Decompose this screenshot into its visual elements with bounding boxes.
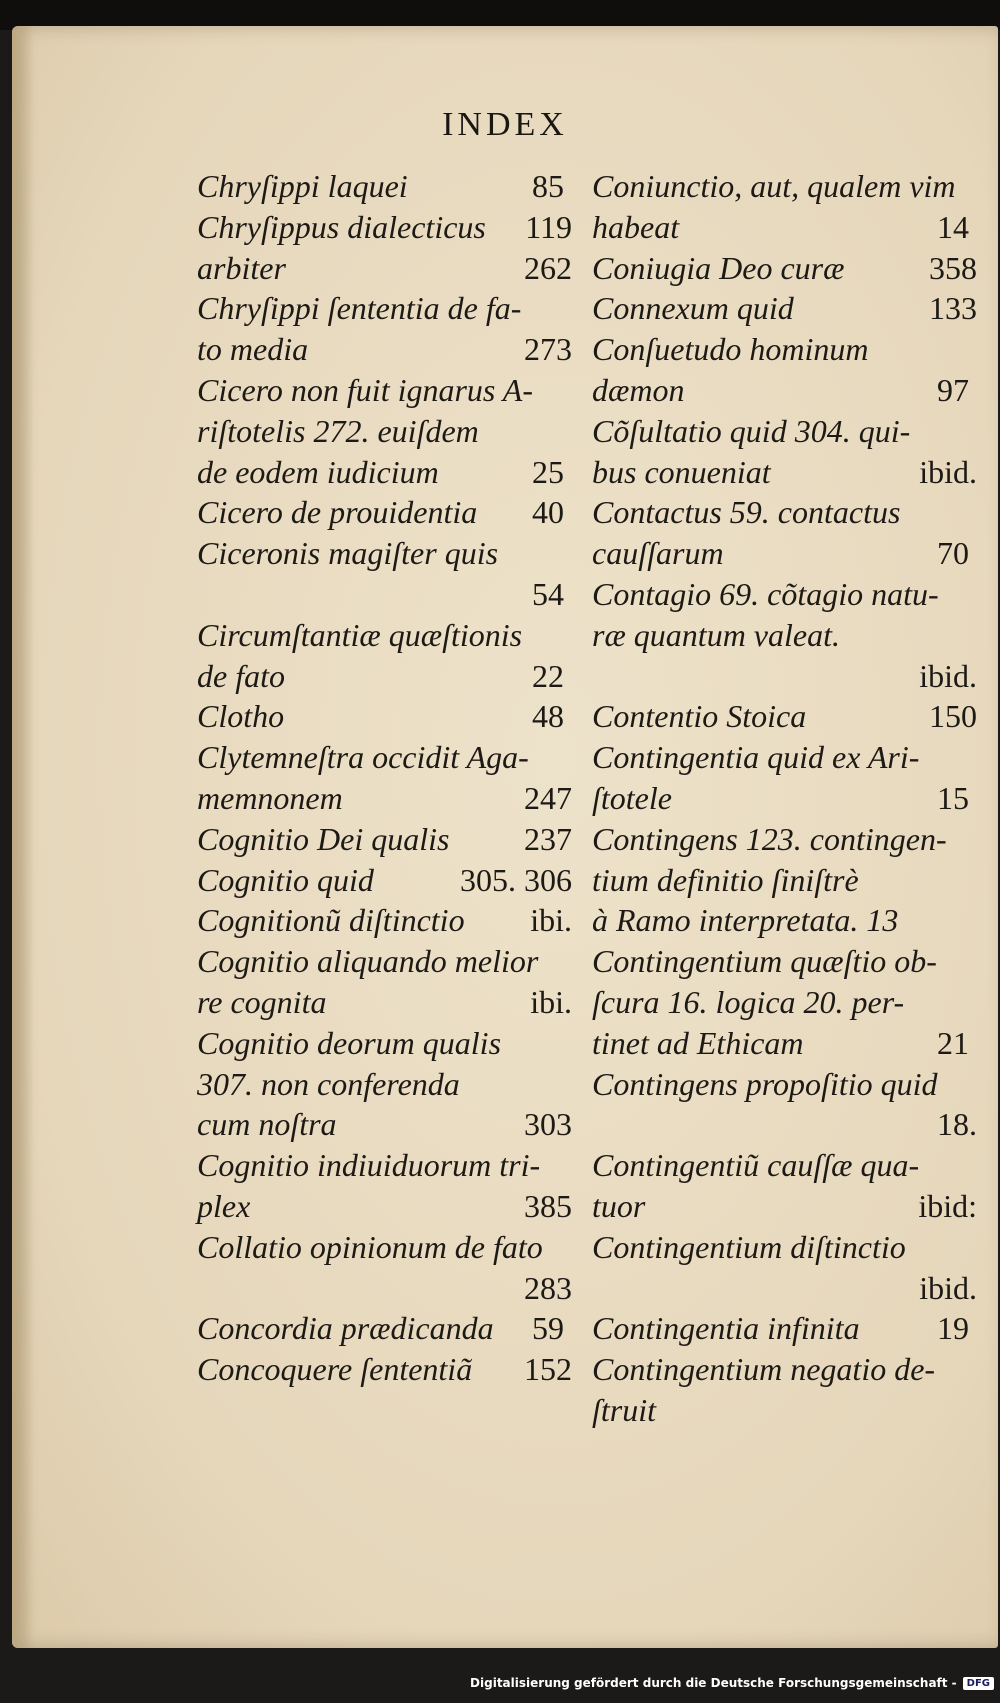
page-reference: 133 (929, 290, 977, 327)
index-entry (197, 941, 572, 1023)
page-reference: 152 (524, 1351, 572, 1388)
entry-text: Clytemneſtra occidit Aga- (197, 739, 529, 776)
index-entry-line: 18. (937, 1106, 977, 1143)
entry-text: à Ramo interpretata. 13 (592, 902, 899, 939)
index-entry (197, 1349, 572, 1390)
entry-text: Clotho (197, 698, 285, 735)
index-entry-line (197, 982, 572, 1023)
index-entry-line (592, 574, 977, 615)
entry-text: dæmon (592, 371, 685, 408)
index-entry-line (592, 1390, 977, 1431)
page-reference: 273 (524, 331, 572, 368)
index-entry-line (592, 452, 977, 493)
entry-text: Cognitio deorum qualis (197, 1024, 502, 1061)
index-entry (197, 819, 572, 860)
entry-text: Collatio opinionum de fato (197, 1228, 543, 1265)
entry-text: Coniugia Deo curæ (592, 249, 845, 286)
index-entry (592, 696, 977, 737)
entry-text: ſtotele (592, 779, 672, 816)
entry-text: Cognitio quid (197, 861, 374, 898)
entry-text: de eodem iudicium (197, 453, 439, 490)
index-entry-line (197, 370, 572, 411)
entry-text: Concoquere ſententiã (197, 1351, 473, 1388)
entry-text: Contingens 123. contingen- (592, 820, 947, 857)
index-entry-line: Contingentia infinita 19 (632, 1308, 977, 1349)
index-entry (197, 900, 572, 941)
entry-text: Contagio 69. cõtagio natu- (592, 575, 939, 612)
index-entry-line (197, 615, 572, 656)
entry-text: Cognitionũ diſtinctio (197, 902, 465, 939)
entry-text: Cicero non fuit ignarus A- (197, 371, 533, 408)
index-entry-line (632, 1268, 977, 1309)
entry-text: Connexum quid (592, 290, 794, 327)
index-entry-line: ſtotele 15 (632, 778, 977, 819)
entry-text: arbiter (197, 249, 286, 286)
entry-text: 307. non conferenda (197, 1065, 460, 1102)
index-entry (197, 1308, 572, 1349)
index-entry-line (592, 492, 977, 533)
page-reference: 237 (524, 820, 572, 857)
page-reference: 305. 306 (460, 861, 572, 898)
index-entry (592, 1145, 977, 1227)
index-entry-line (592, 248, 977, 289)
index-entry-line (592, 819, 977, 860)
index-entry (592, 819, 977, 941)
index-entry (197, 860, 572, 901)
index-entry (197, 696, 572, 737)
index-entry (592, 411, 977, 493)
index-entry-line (592, 860, 977, 901)
index-entry-line: dæmon 97 (632, 370, 977, 411)
index-entry (592, 248, 977, 289)
page-reference: 262 (524, 249, 572, 286)
index-entry-line (592, 1227, 977, 1268)
entry-text: tuor (592, 1187, 646, 1224)
digitization-credit (470, 1671, 994, 1695)
index-entry (197, 288, 572, 370)
index-entry (592, 574, 977, 696)
index-entry-line: cauſſarum 70 (632, 533, 977, 574)
entry-text: Contingentiũ cauſſæ qua- (592, 1147, 920, 1184)
credit-text: Digitalisierung gefördert durch die Deutsche Forschungsgemeinschaft - (470, 1676, 957, 1690)
page-reference: 150 (929, 698, 977, 735)
index-entry (197, 615, 572, 697)
index-entry (197, 492, 572, 533)
index-entry-line (592, 411, 977, 452)
entry-text: plex (197, 1187, 251, 1224)
entry-text: Ciceronis magiſter quis (197, 535, 499, 572)
entry-text: Chryſippi ſententia de fa- (197, 290, 522, 327)
page-reference: ibid. (919, 657, 977, 694)
index-entry-line (592, 1349, 977, 1390)
index-entry (197, 207, 572, 289)
entry-text: Cognitio indiuiduorum tri- (197, 1147, 541, 1184)
entry-text: ſcura 16. logica 20. per- (592, 983, 905, 1020)
index-entry-line (592, 696, 977, 737)
index-entry-line: tinet ad Ethicam 21 (632, 1023, 977, 1064)
index-entry-line: Chryſippi laquei 85 (237, 166, 572, 207)
entry-text: Chryſippus dialecticus (197, 208, 486, 245)
index-entry-line (197, 1186, 572, 1227)
index-entry-line: de fato 22 (237, 656, 572, 697)
page-reference: 119 (525, 208, 572, 245)
page-reference: 247 (524, 779, 572, 816)
entry-text: memnonem (197, 779, 343, 816)
entry-text: Contactus 59. contactus (592, 494, 901, 531)
index-entry-line (197, 860, 572, 901)
page-reference: ibi. (530, 983, 572, 1020)
index-entry (592, 941, 977, 1063)
index-entry-line (632, 656, 977, 697)
entry-text: Cognitio Dei qualis (197, 820, 450, 857)
index-entry-line (197, 1064, 572, 1105)
index-entry-line (592, 1186, 977, 1227)
entry-text: Coniunctio, aut, qualem vim (592, 168, 956, 204)
page-header: INDEX (442, 106, 568, 143)
page-reference: ibid: (918, 1187, 977, 1224)
index-entry-line (592, 329, 977, 370)
index-entry-line (592, 166, 977, 207)
entry-text: Contingentium quæſtio ob- (592, 943, 937, 980)
entry-text: bus conueniat (592, 453, 771, 490)
right-index-column (592, 166, 977, 1431)
index-entry-line: de eodem iudicium 25 (237, 452, 572, 493)
index-entry-line (197, 288, 572, 329)
index-entry (197, 1227, 572, 1309)
page-gutter (12, 26, 34, 1648)
entry-text: Contingentia quid ex Ari- (592, 739, 920, 776)
index-entry (592, 329, 977, 411)
index-entry-line (197, 207, 572, 248)
entry-text: ræ quantum valeat. (592, 616, 840, 653)
page-reference: 283 (524, 1269, 572, 1306)
page-reference: ibid. (919, 453, 977, 490)
index-entry (592, 1349, 977, 1431)
index-entry-line (197, 411, 572, 452)
dfg-logo: DFG (963, 1677, 994, 1690)
index-entry-line: Cicero de prouidentia 40 (237, 492, 572, 533)
index-entry-line (197, 329, 572, 370)
index-entry-line (197, 737, 572, 778)
entry-text: Contentio Stoica (592, 698, 807, 735)
index-entry (592, 166, 977, 248)
entry-text: Contingentia infinita (592, 1310, 860, 1347)
index-entry (197, 737, 572, 819)
entry-text: Circumſtantiæ quæſtionis (197, 616, 523, 653)
index-entry-line (197, 941, 572, 982)
left-index-column (197, 166, 572, 1390)
entry-text: Cognitio aliquando melior (197, 943, 539, 980)
entry-text: Concordia prædicanda (197, 1310, 494, 1347)
index-entry-line (592, 941, 977, 982)
index-entry (592, 1064, 977, 1146)
index-entry (592, 288, 977, 329)
index-entry-line (592, 288, 977, 329)
index-entry (197, 1145, 572, 1227)
entry-text: to media (197, 331, 309, 368)
index-entry (197, 370, 572, 492)
index-entry-line (197, 1145, 572, 1186)
index-entry-line (592, 900, 977, 941)
index-entry-line (197, 778, 572, 819)
index-entry (592, 492, 977, 574)
index-entry-line (197, 1227, 572, 1268)
index-entry-line (592, 982, 977, 1023)
entry-text: ſtruit (592, 1391, 657, 1428)
entry-text: Cicero de prouidentia (197, 494, 478, 531)
entry-text: Conſuetudo hominum (592, 331, 869, 368)
entry-text: Contingens propoſitio quid (592, 1065, 938, 1102)
page-reference: 358 (929, 249, 977, 286)
index-entry-line (197, 248, 572, 289)
entry-text: riſtotelis 272. euiſdem (197, 412, 479, 449)
index-entry-line (592, 737, 977, 778)
index-entry (592, 737, 977, 819)
page-reference: 385 (524, 1187, 572, 1224)
index-entry-line (197, 1104, 572, 1145)
entry-text: cum noſtra (197, 1106, 337, 1143)
index-entry-line (237, 1268, 572, 1309)
index-entry-line (197, 1349, 572, 1390)
entry-text: Contingentium diſtinctio (592, 1228, 906, 1265)
index-entry-line: habeat 14 (632, 207, 977, 248)
index-entry-line (592, 1064, 977, 1105)
index-entry-line (197, 1023, 572, 1064)
page-reference: ibi. (530, 902, 572, 939)
book-page (12, 26, 998, 1648)
page-reference: ibid. (919, 1269, 977, 1306)
index-entry-line: Clotho 48 (237, 696, 572, 737)
index-entry-line (592, 615, 977, 656)
index-entry-line (197, 819, 572, 860)
entry-text: habeat (592, 208, 680, 245)
index-entry (592, 1227, 977, 1309)
entry-text: Chryſippi laquei (197, 168, 408, 204)
index-entry-line: Concordia prædicanda 59 (237, 1308, 572, 1349)
entry-text: tinet ad Ethicam (592, 1024, 804, 1061)
index-entry (197, 533, 572, 615)
index-entry-line: 54 (532, 575, 564, 612)
entry-text: de fato (197, 657, 285, 694)
entry-text: tium definitio ſiniſtrè (592, 861, 859, 898)
entry-text: Contingentium negatio de- (592, 1351, 936, 1388)
entry-text: re cognita (197, 983, 327, 1020)
page-reference: 303 (524, 1106, 572, 1143)
index-entry-line (197, 900, 572, 941)
index-entry (197, 166, 572, 207)
index-entry-line (592, 1145, 977, 1186)
entry-text: Cõſultatio quid 304. qui- (592, 412, 911, 449)
entry-text: cauſſarum (592, 535, 724, 572)
index-entry (197, 1023, 572, 1145)
index-entry (592, 1308, 977, 1349)
index-entry-line (197, 533, 572, 574)
